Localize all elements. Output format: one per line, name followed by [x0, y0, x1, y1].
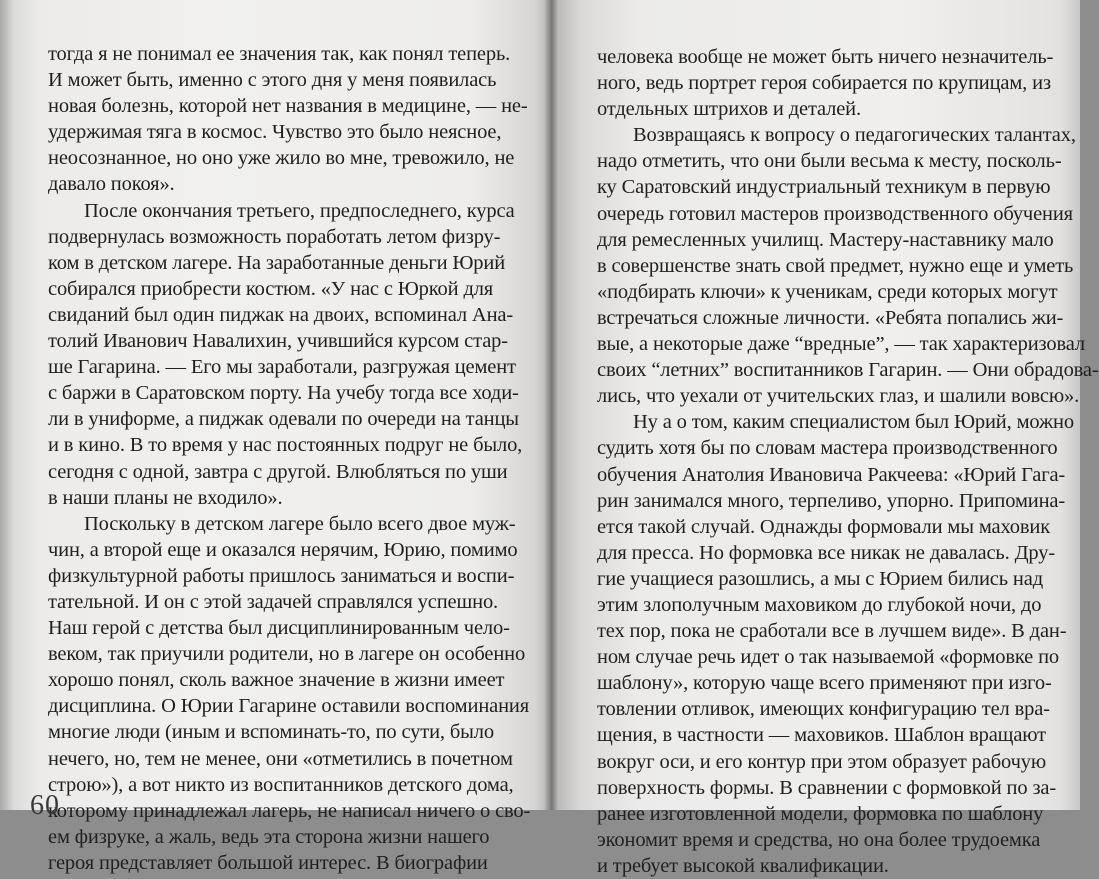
text-line: вые, а некоторые даже “вредные”, — так характеризовал [597, 333, 1085, 356]
text-line: физкультурной работы пришлось заниматься и воспи- [48, 564, 515, 587]
text-line: чин, а второй еще и оказался нерячим, Юрию, помимо [48, 538, 518, 561]
text-line: Поскольку в детском лагере было всего двое муж- [84, 512, 516, 535]
text-line: ется такой случай. Однажды формовали мы маховик [597, 515, 1051, 538]
text-line: хорошо понял, сколь важное значение в жизни имеет [48, 669, 505, 692]
text-line: строю»), а вот никто из воспитанников детского дома, [48, 773, 514, 796]
text-line: собирался приобрести костюм. «У нас с Юркой для [48, 277, 494, 300]
right-page-text [597, 0, 1099, 879]
text-line: ли в униформе, а пиджак одевали по очереди на танцы [48, 408, 519, 431]
text-line: и в кино. В то время у нас постоянных подруг не было, [48, 434, 523, 457]
text-line: встречаться сложные личности. «Ребята попались жи- [597, 306, 1064, 329]
text-line: в наши планы не входило». [48, 486, 283, 509]
text-line: И может быть, именно с этого дня у меня появилась [48, 69, 497, 92]
text-line: очередь готовил мастеров производственного обучения [597, 202, 1073, 225]
text-line: тех пор, пока не сработали все в лучшем виде». В дан- [597, 620, 1067, 643]
text-line: дисциплина. О Юрии Гагарине оставили воспоминания [48, 695, 530, 718]
text-line: щения, в частности — маховиков. Шаблон вращают [597, 724, 1046, 747]
text-line: отдельных штрихов и деталей. [597, 98, 861, 121]
left-page [48, 0, 531, 876]
text-line: человека вообще не может быть ничего незначитель- [597, 46, 1054, 68]
text-line: ранее изготовленной модели, формовка по шаблону [597, 802, 1044, 825]
text-line: «подбирать ключи» к ученикам, среди которых могут [597, 280, 1058, 303]
text-line: сегодня с одной, завтра с другой. Влюбляться по уши [48, 460, 508, 483]
text-line: ного, ведь портрет героя собирается по крупицам, из [597, 72, 1051, 95]
text-line: После окончания третьего, предпоследнего, курса [84, 199, 515, 222]
text-line: поверхность формы. В сравнении с формовкой по за- [597, 776, 1057, 799]
text-line: ку Саратовский индустриальный техникум в первую [597, 176, 1051, 199]
text-line: тательной. И он с этой задачей справлялся успешно. [48, 590, 499, 613]
text-line: нечего, но, тем не менее, они «отметились в почетном [48, 747, 513, 770]
text-line: неосознанное, но оно уже жило во мне, тревожило, не [48, 147, 515, 170]
text-line: судить хотя бы по словам мастера производственного [597, 437, 1058, 460]
text-line: веком, так приучили родители, но в лагере он особенно [48, 643, 526, 666]
text-line: ем физруке, а жаль, ведь эта сторона жизни нашего [48, 825, 490, 848]
text-line: толий Иванович Навалихин, учившийся курсом стар- [48, 330, 508, 353]
text-line: многие люди (иным и вспоминать-то, по сути, было [48, 721, 494, 744]
text-line: свиданий был один пиджак на двоих, вспоминал Ана- [48, 303, 514, 326]
text-line: давало покоя». [48, 173, 175, 196]
book-gutter [544, 0, 558, 810]
text-line: с баржи в Саратовском порту. На учебу тогда все ходи- [48, 382, 519, 405]
text-line: Ну а о том, каким специалистом был Юрий, можно [633, 411, 1074, 434]
text-line: для пресса. Но формовка все никак не давалась. Дру- [597, 541, 1056, 564]
text-line: в совершенстве знать свой предмет, нужно еще и уметь [597, 254, 1074, 277]
text-line: для ремесленных училищ. Мастеру-наставнику мало [597, 228, 1054, 251]
text-line: героя представляет большой интерес. В биографии [48, 851, 488, 874]
text-line: ком в детском лагере. На заработанные деньги Юрий [48, 251, 506, 274]
text-line: новая болезнь, которой нет названия в медицине, — не- [48, 95, 528, 118]
text-line: удержимая тяга в космос. Чувство это было неясное, [48, 121, 502, 144]
text-line: тогда я не понимал ее значения так, как понял теперь. [48, 43, 511, 65]
text-line: подвернулась возможность поработать летом физру- [48, 225, 501, 248]
text-line: своих “летних” воспитанников Гагарин. — Они обрадова- [597, 359, 1099, 382]
text-line: вокруг оси, и его контур при этом образует рабочую [597, 750, 1047, 773]
text-line: которому принадлежал лагерь, не написал ничего о сво- [48, 799, 531, 822]
text-line: экономит время и средства, но она более трудоемка [597, 828, 1041, 851]
text-line: и требует высокой квалификации. [597, 854, 889, 877]
text-line: товлении отливок, имеющих конфигурацию тел вра- [597, 698, 1050, 721]
text-line: гие учащиеся разошлись, а мы с Юрием бились над [597, 567, 1043, 590]
text-line: обучения Анатолия Ивановича Ракчеева: «Юрий Гага- [597, 463, 1066, 486]
text-line: ше Гагарина. — Его мы заработали, разгружая цемент [48, 356, 516, 379]
text-line: рин занимался много, терпеливо, упорно. Припомина- [597, 489, 1066, 512]
text-line: Наш герой с детства был дисциплинированным чело- [48, 617, 510, 640]
text-line: этим злополучным маховиком до глубокой ночи, до [597, 593, 1042, 616]
page-number: 60 [30, 790, 60, 821]
text-line: надо отметить, что они были весьма к месту, посколь- [597, 150, 1062, 173]
text-line: шаблону», которую чаще всего применяют при изго- [597, 672, 1052, 695]
text-line: Возвращаясь к вопросу о педагогических талантах, [633, 124, 1076, 147]
right-page [597, 0, 1099, 879]
left-page-text [48, 0, 531, 876]
text-line: ном случае речь идет о так называемой «формовке по [597, 646, 1059, 669]
text-line: лись, что уехали от учительских глаз, и шалили вовсю». [597, 385, 1080, 408]
